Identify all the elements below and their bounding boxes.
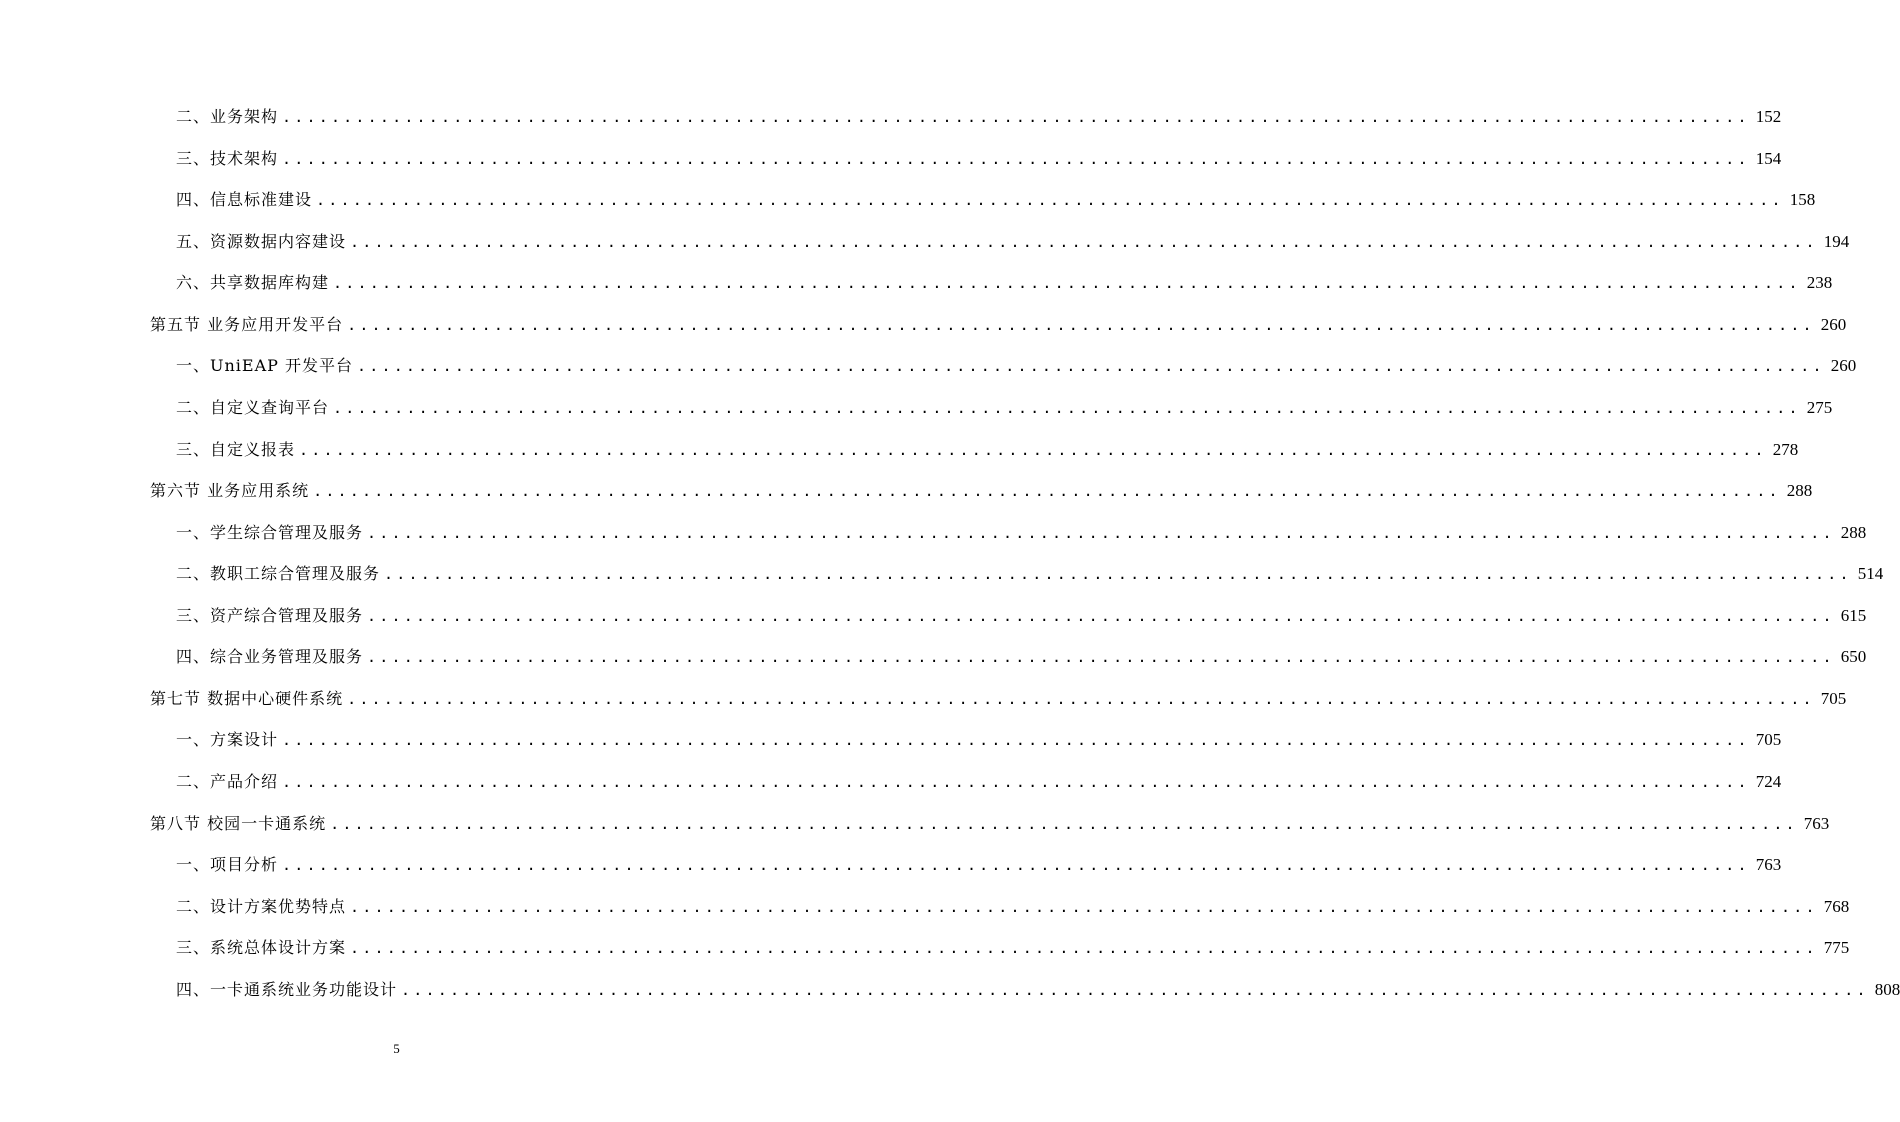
toc-entry-page: 763 (1755, 855, 1782, 874)
toc-entry-title: 三、技术架构 (176, 149, 279, 168)
toc-entry-title: 四、综合业务管理及服务 (176, 647, 364, 666)
page-number: 5 (393, 1041, 400, 1056)
toc-leader-dots: ........................................................................................................................ (333, 274, 1801, 292)
toc-entry[interactable] (176, 268, 1833, 298)
toc-entry-page: 194 (1823, 232, 1850, 251)
toc-entry[interactable] (176, 933, 1850, 963)
toc-section-entry[interactable] (150, 809, 1830, 839)
toc-entry-page: 724 (1755, 772, 1782, 791)
toc-entry-page: 763 (1803, 814, 1830, 833)
toc-entry[interactable] (176, 393, 1833, 423)
toc-entry[interactable] (176, 975, 1900, 1005)
toc-entry-title: 三、自定义报表 (176, 440, 296, 459)
toc-entry[interactable] (176, 144, 1782, 174)
toc-entry-title: 六、共享数据库构建 (176, 273, 330, 292)
toc-leader-dots: ........................................................................................................................ (282, 773, 1750, 791)
toc-entry-title: 二、教职工综合管理及服务 (176, 564, 381, 583)
toc-entry-page: 514 (1857, 564, 1884, 583)
toc-entry-title: 三、系统总体设计方案 (176, 938, 347, 957)
toc-entry-title: 第八节 校园一卡通系统 (150, 814, 327, 833)
toc-entry[interactable] (176, 518, 1867, 548)
toc-entry-title: 二、业务架构 (176, 107, 279, 126)
toc-entry-title: 第六节 业务应用系统 (150, 481, 310, 500)
toc-leader-dots: ........................................................................................................................ (357, 357, 1825, 375)
toc-entry[interactable] (176, 642, 1867, 672)
toc-entry-page: 260 (1820, 315, 1847, 334)
toc-entry-page: 768 (1823, 897, 1850, 916)
toc-entry-page: 278 (1772, 440, 1799, 459)
toc-entry-page: 238 (1806, 273, 1833, 292)
toc-leader-dots: ........................................................................................................................ (330, 815, 1798, 833)
toc-entry[interactable] (176, 102, 1782, 132)
toc-entry-page: 152 (1755, 107, 1782, 126)
toc-entry-title: 四、一卡通系统业务功能设计 (176, 980, 398, 999)
toc-entry-page: 260 (1830, 356, 1857, 375)
toc-entry-title: 二、产品介绍 (176, 772, 279, 791)
toc-entry-page: 650 (1840, 647, 1867, 666)
toc-entry-title: 第七节 数据中心硬件系统 (150, 689, 344, 708)
toc-leader-dots: ........................................................................................................................ (350, 233, 1818, 251)
toc-leader-dots: ........................................................................................................................ (282, 108, 1750, 126)
toc-entry-title: 一、方案设计 (176, 730, 279, 749)
toc-entry-page: 705 (1755, 730, 1782, 749)
toc-entry[interactable] (176, 227, 1850, 257)
toc-entry[interactable] (176, 185, 1816, 215)
toc-entry[interactable] (176, 725, 1782, 755)
toc-leader-dots: ........................................................................................................................ (313, 482, 1781, 500)
toc-entry[interactable] (176, 850, 1782, 880)
toc-entry-page: 288 (1840, 523, 1867, 542)
toc-entry[interactable] (176, 767, 1782, 797)
toc-leader-dots: ........................................................................................................................ (367, 607, 1835, 625)
toc-leader-dots: ........................................................................................................................ (282, 731, 1750, 749)
toc-leader-dots: ........................................................................................................................ (350, 939, 1818, 957)
toc-entry-title: 四、信息标准建设 (176, 190, 313, 209)
toc-entry-title: 五、资源数据内容建设 (176, 232, 347, 251)
toc-entry-title: 二、自定义查询平台 (176, 398, 330, 417)
toc-section-entry[interactable] (150, 310, 1847, 340)
toc-entry[interactable] (176, 601, 1867, 631)
toc-leader-dots: ........................................................................................................................ (282, 856, 1750, 874)
toc-leader-dots: ........................................................................................................................ (316, 191, 1784, 209)
toc-entry-title: 三、资产综合管理及服务 (176, 606, 364, 625)
toc-leader-dots: ........................................................................................................................ (350, 898, 1818, 916)
toc-entry-page: 775 (1823, 938, 1850, 957)
toc-entry-page: 615 (1840, 606, 1867, 625)
toc-entry-title: 一、UniEAP 开发平台 (176, 356, 353, 375)
toc-entry-page: 288 (1786, 481, 1813, 500)
toc-entry[interactable] (176, 892, 1850, 922)
toc-section-entry[interactable] (150, 476, 1813, 506)
toc-leader-dots: ........................................................................................................................ (384, 565, 1852, 583)
toc-leader-dots: ........................................................................................................................ (299, 441, 1767, 459)
toc-entry-page: 275 (1806, 398, 1833, 417)
toc-entry-page: 158 (1789, 190, 1816, 209)
toc-leader-dots: ........................................................................................................................ (367, 524, 1835, 542)
toc-leader-dots: ........................................................................................................................ (347, 690, 1815, 708)
toc-entry-page: 808 (1874, 980, 1900, 999)
toc-leader-dots: ........................................................................................................................ (347, 316, 1815, 334)
toc-entry[interactable] (176, 351, 1857, 381)
toc-leader-dots: ........................................................................................................................ (333, 399, 1801, 417)
toc-entry-title: 第五节 业务应用开发平台 (150, 315, 344, 334)
toc-entry-title: 二、设计方案优势特点 (176, 897, 347, 916)
toc-entry-page: 154 (1755, 149, 1782, 168)
toc-leader-dots: ........................................................................................................................ (367, 648, 1835, 666)
toc-leader-dots: ........................................................................................................................ (282, 150, 1750, 168)
toc-leader-dots: ........................................................................................................................ (401, 981, 1869, 999)
toc-entry[interactable] (176, 559, 1884, 589)
toc-entry-page: 705 (1820, 689, 1847, 708)
toc-entry-title: 一、项目分析 (176, 855, 279, 874)
toc-entry-title: 一、学生综合管理及服务 (176, 523, 364, 542)
toc-section-entry[interactable] (150, 684, 1847, 714)
toc-entry[interactable] (176, 435, 1799, 465)
